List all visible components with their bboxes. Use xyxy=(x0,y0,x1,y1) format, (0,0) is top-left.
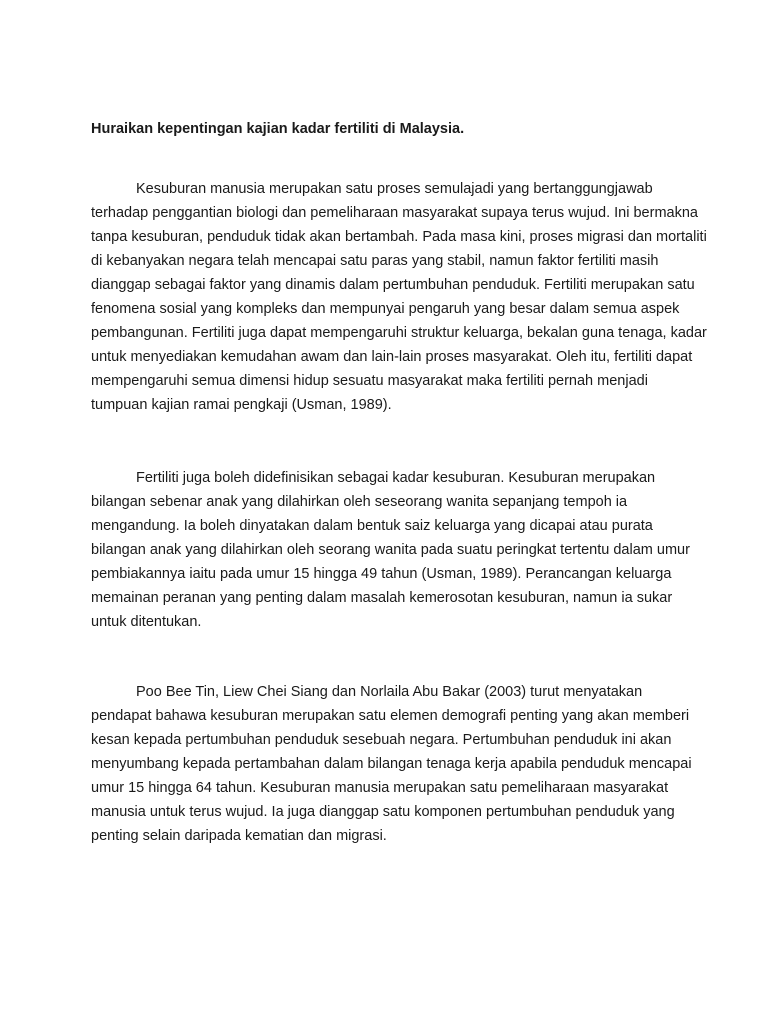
paragraph-line: umur 15 hingga 64 tahun. Kesuburan manusia merupakan satu pemeliharaan masyarakat xyxy=(91,780,669,796)
paragraph-line: terhadap penggantian biologi dan pemeliharaan masyarakat supaya terus wujud. Ini bermakna xyxy=(91,205,698,221)
paragraph-line: Poo Bee Tin, Liew Chei Siang dan Norlaila Abu Bakar (2003) turut menyatakan xyxy=(136,684,643,700)
paragraph-line: untuk ditentukan. xyxy=(91,614,202,630)
paragraph-line: mengandung. Ia boleh dinyatakan dalam bentuk saiz keluarga yang dicapai atau purata xyxy=(91,518,653,534)
paragraph-line: bilangan sebenar anak yang dilahirkan oleh seseorang wanita sepanjang tempoh ia xyxy=(91,494,628,510)
document-title: Huraikan kepentingan kajian kadar fertiliti di Malaysia. xyxy=(91,121,465,137)
paragraph-line: Fertiliti juga boleh didefinisikan sebagai kadar kesuburan. Kesuburan merupakan xyxy=(136,470,656,486)
paragraph-line: mempengaruhi semua dimensi hidup sesuatu masyarakat maka fertiliti pernah menjadi xyxy=(91,373,648,389)
paragraph-line: memainan peranan yang penting dalam masalah kemerosotan kesuburan, namun ia sukar xyxy=(91,590,673,606)
paragraph-line: untuk menyediakan kemudahan awam dan lain-lain proses masyarakat. Oleh itu, fertiliti dapat xyxy=(91,349,693,365)
paragraph-line: fenomena sosial yang kompleks dan mempunyai pengaruh yang besar dalam semua aspek xyxy=(91,301,680,317)
paragraph-line: penting selain daripada kematian dan migrasi. xyxy=(91,828,387,844)
paragraph-line: di kebanyakan negara telah mencapai satu paras yang stabil, namun faktor fertiliti masih xyxy=(91,253,659,269)
paragraph-line: pembiakannya iaitu pada umur 15 hingga 49 tahun (Usman, 1989). Perancangan keluarga xyxy=(91,566,672,582)
paragraph-line: manusia untuk terus wujud. Ia juga dianggap satu komponen pertumbuhan penduduk yang xyxy=(91,804,675,820)
paragraph-line: Kesuburan manusia merupakan satu proses semulajadi yang bertanggungjawab xyxy=(136,181,653,197)
paragraph-line: bilangan anak yang dilahirkan oleh seorang wanita pada suatu peringkat tertentu dalam umur xyxy=(91,542,690,558)
paragraph-3 xyxy=(91,680,691,848)
paragraph-line: tumpuan kajian ramai pengkaji (Usman, 1989). xyxy=(91,397,392,413)
paragraph-line: kesan kepada pertumbuhan penduduk sesebuah negara. Pertumbuhan penduduk ini akan xyxy=(91,732,672,748)
paragraph-line: pembangunan. Fertiliti juga dapat mempengaruhi struktur keluarga, bekalan guna tenaga, kadar xyxy=(91,325,707,341)
paragraph-line: dianggap sebagai faktor yang dinamis dalam pertumbuhan penduduk. Fertiliti merupakan satu xyxy=(91,277,695,293)
paragraph-line: menyumbang kepada pertambahan dalam bilangan tenaga kerja apabila penduduk mencapai xyxy=(91,756,692,772)
paragraph-2 xyxy=(91,466,691,634)
paragraph-line: pendapat bahawa kesuburan merupakan satu elemen demografi penting yang akan memberi xyxy=(91,708,690,724)
paragraph-line: tanpa kesuburan, penduduk tidak akan bertambah. Pada masa kini, proses migrasi dan mortaliti xyxy=(91,229,707,245)
paragraph-1 xyxy=(91,177,707,417)
